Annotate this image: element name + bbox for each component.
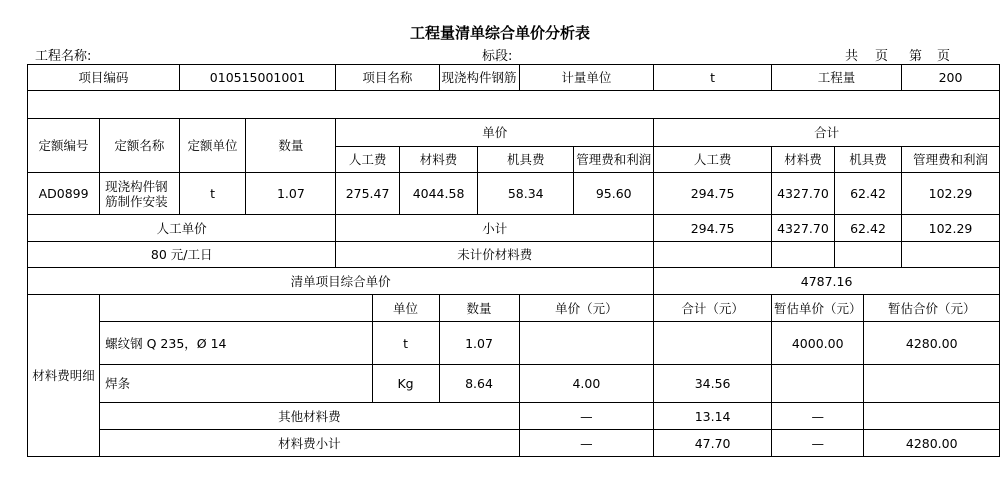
quota-code: AD0899 xyxy=(28,173,100,215)
material-qty: 8.64 xyxy=(439,365,519,403)
quota-t-labor: 294.75 xyxy=(654,173,772,215)
header-up-machine: 机具费 xyxy=(478,147,574,173)
unpriced-labor xyxy=(654,242,772,268)
subtotal-label: 小计 xyxy=(336,215,654,242)
header-quota-name: 定额名称 xyxy=(100,119,180,173)
composite-label: 清单项目综合单价 xyxy=(28,268,654,295)
material-subtotal-label: 材料费小计 xyxy=(100,430,519,457)
subtotal-material: 4327.70 xyxy=(771,215,834,242)
quota-t-machine: 62.42 xyxy=(834,173,901,215)
header-quota-unit: 定额单位 xyxy=(179,119,246,173)
quota-t-mgmt: 102.29 xyxy=(902,173,1000,215)
composite-value: 4787.16 xyxy=(654,268,1000,295)
section-label: 标段: xyxy=(482,49,513,64)
blank-cell xyxy=(28,91,1000,119)
material-header-est-total: 暂估合价（元） xyxy=(864,295,1000,322)
subtotal-row xyxy=(28,215,1000,242)
material-subtotal-est-total: 4280.00 xyxy=(864,430,1000,457)
material-name: 焊条 xyxy=(100,365,372,403)
subtotal-labor: 294.75 xyxy=(654,215,772,242)
material-est-total: 4280.00 xyxy=(864,322,1000,365)
header-quota-code: 定额编号 xyxy=(28,119,100,173)
unpriced-machine xyxy=(834,242,901,268)
quota-up-labor: 275.47 xyxy=(336,173,399,215)
quota-t-material: 4327.70 xyxy=(771,173,834,215)
other-material-label: 其他材料费 xyxy=(100,403,519,430)
subtotal-mgmt: 102.29 xyxy=(902,215,1000,242)
material-header-total: 合计（元） xyxy=(654,295,772,322)
header-total: 合计 xyxy=(654,119,1000,147)
subtotal-machine: 62.42 xyxy=(834,215,901,242)
header-up-labor: 人工费 xyxy=(336,147,399,173)
quota-up-machine: 58.34 xyxy=(478,173,574,215)
material-price xyxy=(519,322,654,365)
quota-unit: t xyxy=(179,173,246,215)
material-header-qty: 数量 xyxy=(439,295,519,322)
unpriced-row xyxy=(28,242,1000,268)
item-qty: 200 xyxy=(902,65,1000,91)
unpriced-material-label: 未计价材料费 xyxy=(336,242,654,268)
header-up-mgmt: 管理费和利润 xyxy=(574,147,654,173)
page-title: 工程量清单综合单价分析表 xyxy=(409,24,590,42)
quota-up-mgmt: 95.60 xyxy=(574,173,654,215)
page-total-label: 共 xyxy=(845,49,859,64)
material-header-price: 单价（元） xyxy=(519,295,654,322)
material-est-total xyxy=(864,365,1000,403)
page-no-label: 第 xyxy=(909,49,923,64)
other-material-est-total xyxy=(864,403,1000,430)
material-subtotal-row xyxy=(28,430,1000,457)
header-row-1 xyxy=(28,119,1000,147)
item-unit: t xyxy=(654,65,772,91)
material-total: 34.56 xyxy=(654,365,772,403)
header-t-machine: 机具费 xyxy=(834,147,901,173)
item-name-label: 项目名称 xyxy=(336,65,439,91)
header-unit-price: 单价 xyxy=(336,119,654,147)
unpriced-mgmt xyxy=(902,242,1000,268)
material-subtotal-price: — xyxy=(519,430,654,457)
material-subtotal-total: 47.70 xyxy=(654,430,772,457)
material-subtotal-est-price: — xyxy=(771,430,864,457)
other-material-price: — xyxy=(519,403,654,430)
item-code: 010515001001 xyxy=(179,65,336,91)
labor-unit-price-label: 人工单价 xyxy=(28,215,336,242)
item-unit-label: 计量单位 xyxy=(519,65,654,91)
material-row xyxy=(28,322,1000,365)
project-name-label: 工程名称: xyxy=(35,49,92,64)
material-header-unit: 单位 xyxy=(372,295,439,322)
other-material-row xyxy=(28,403,1000,430)
quota-name: 现浇构件钢筋制作安装 xyxy=(100,173,180,215)
material-total xyxy=(654,322,772,365)
labor-rate: 80 元/工日 xyxy=(28,242,336,268)
composite-row xyxy=(28,268,1000,295)
item-code-label: 项目编码 xyxy=(28,65,180,91)
other-material-total: 13.14 xyxy=(654,403,772,430)
material-unit: t xyxy=(372,322,439,365)
analysis-table xyxy=(27,64,1000,457)
material-unit: Kg xyxy=(372,365,439,403)
material-section-label: 材料费明细 xyxy=(28,295,100,457)
unpriced-material xyxy=(771,242,834,268)
header-up-material: 材料费 xyxy=(399,147,477,173)
other-material-est-price: — xyxy=(771,403,864,430)
quota-up-material: 4044.58 xyxy=(399,173,477,215)
material-header-est-price: 暂估单价（元） xyxy=(771,295,864,322)
material-row xyxy=(28,365,1000,403)
page-unit-label-2: 页 xyxy=(937,49,951,64)
header-t-material: 材料费 xyxy=(771,147,834,173)
item-name: 现浇构件钢筋 xyxy=(439,65,519,91)
header-t-labor: 人工费 xyxy=(654,147,772,173)
material-est-price xyxy=(771,365,864,403)
material-header-row xyxy=(28,295,1000,322)
material-price: 4.00 xyxy=(519,365,654,403)
blank-row xyxy=(28,91,1000,119)
material-est-price: 4000.00 xyxy=(771,322,864,365)
page-unit-label: 页 xyxy=(875,49,889,64)
material-name: 螺纹钢 Q 235，Ø 14 xyxy=(100,322,372,365)
material-qty: 1.07 xyxy=(439,322,519,365)
header-t-mgmt: 管理费和利润 xyxy=(902,147,1000,173)
quota-row xyxy=(28,173,1000,215)
item-qty-label: 工程量 xyxy=(771,65,901,91)
material-header-name xyxy=(100,295,372,322)
header-quantity: 数量 xyxy=(246,119,336,173)
item-info-row xyxy=(28,65,1000,91)
quota-qty: 1.07 xyxy=(246,173,336,215)
